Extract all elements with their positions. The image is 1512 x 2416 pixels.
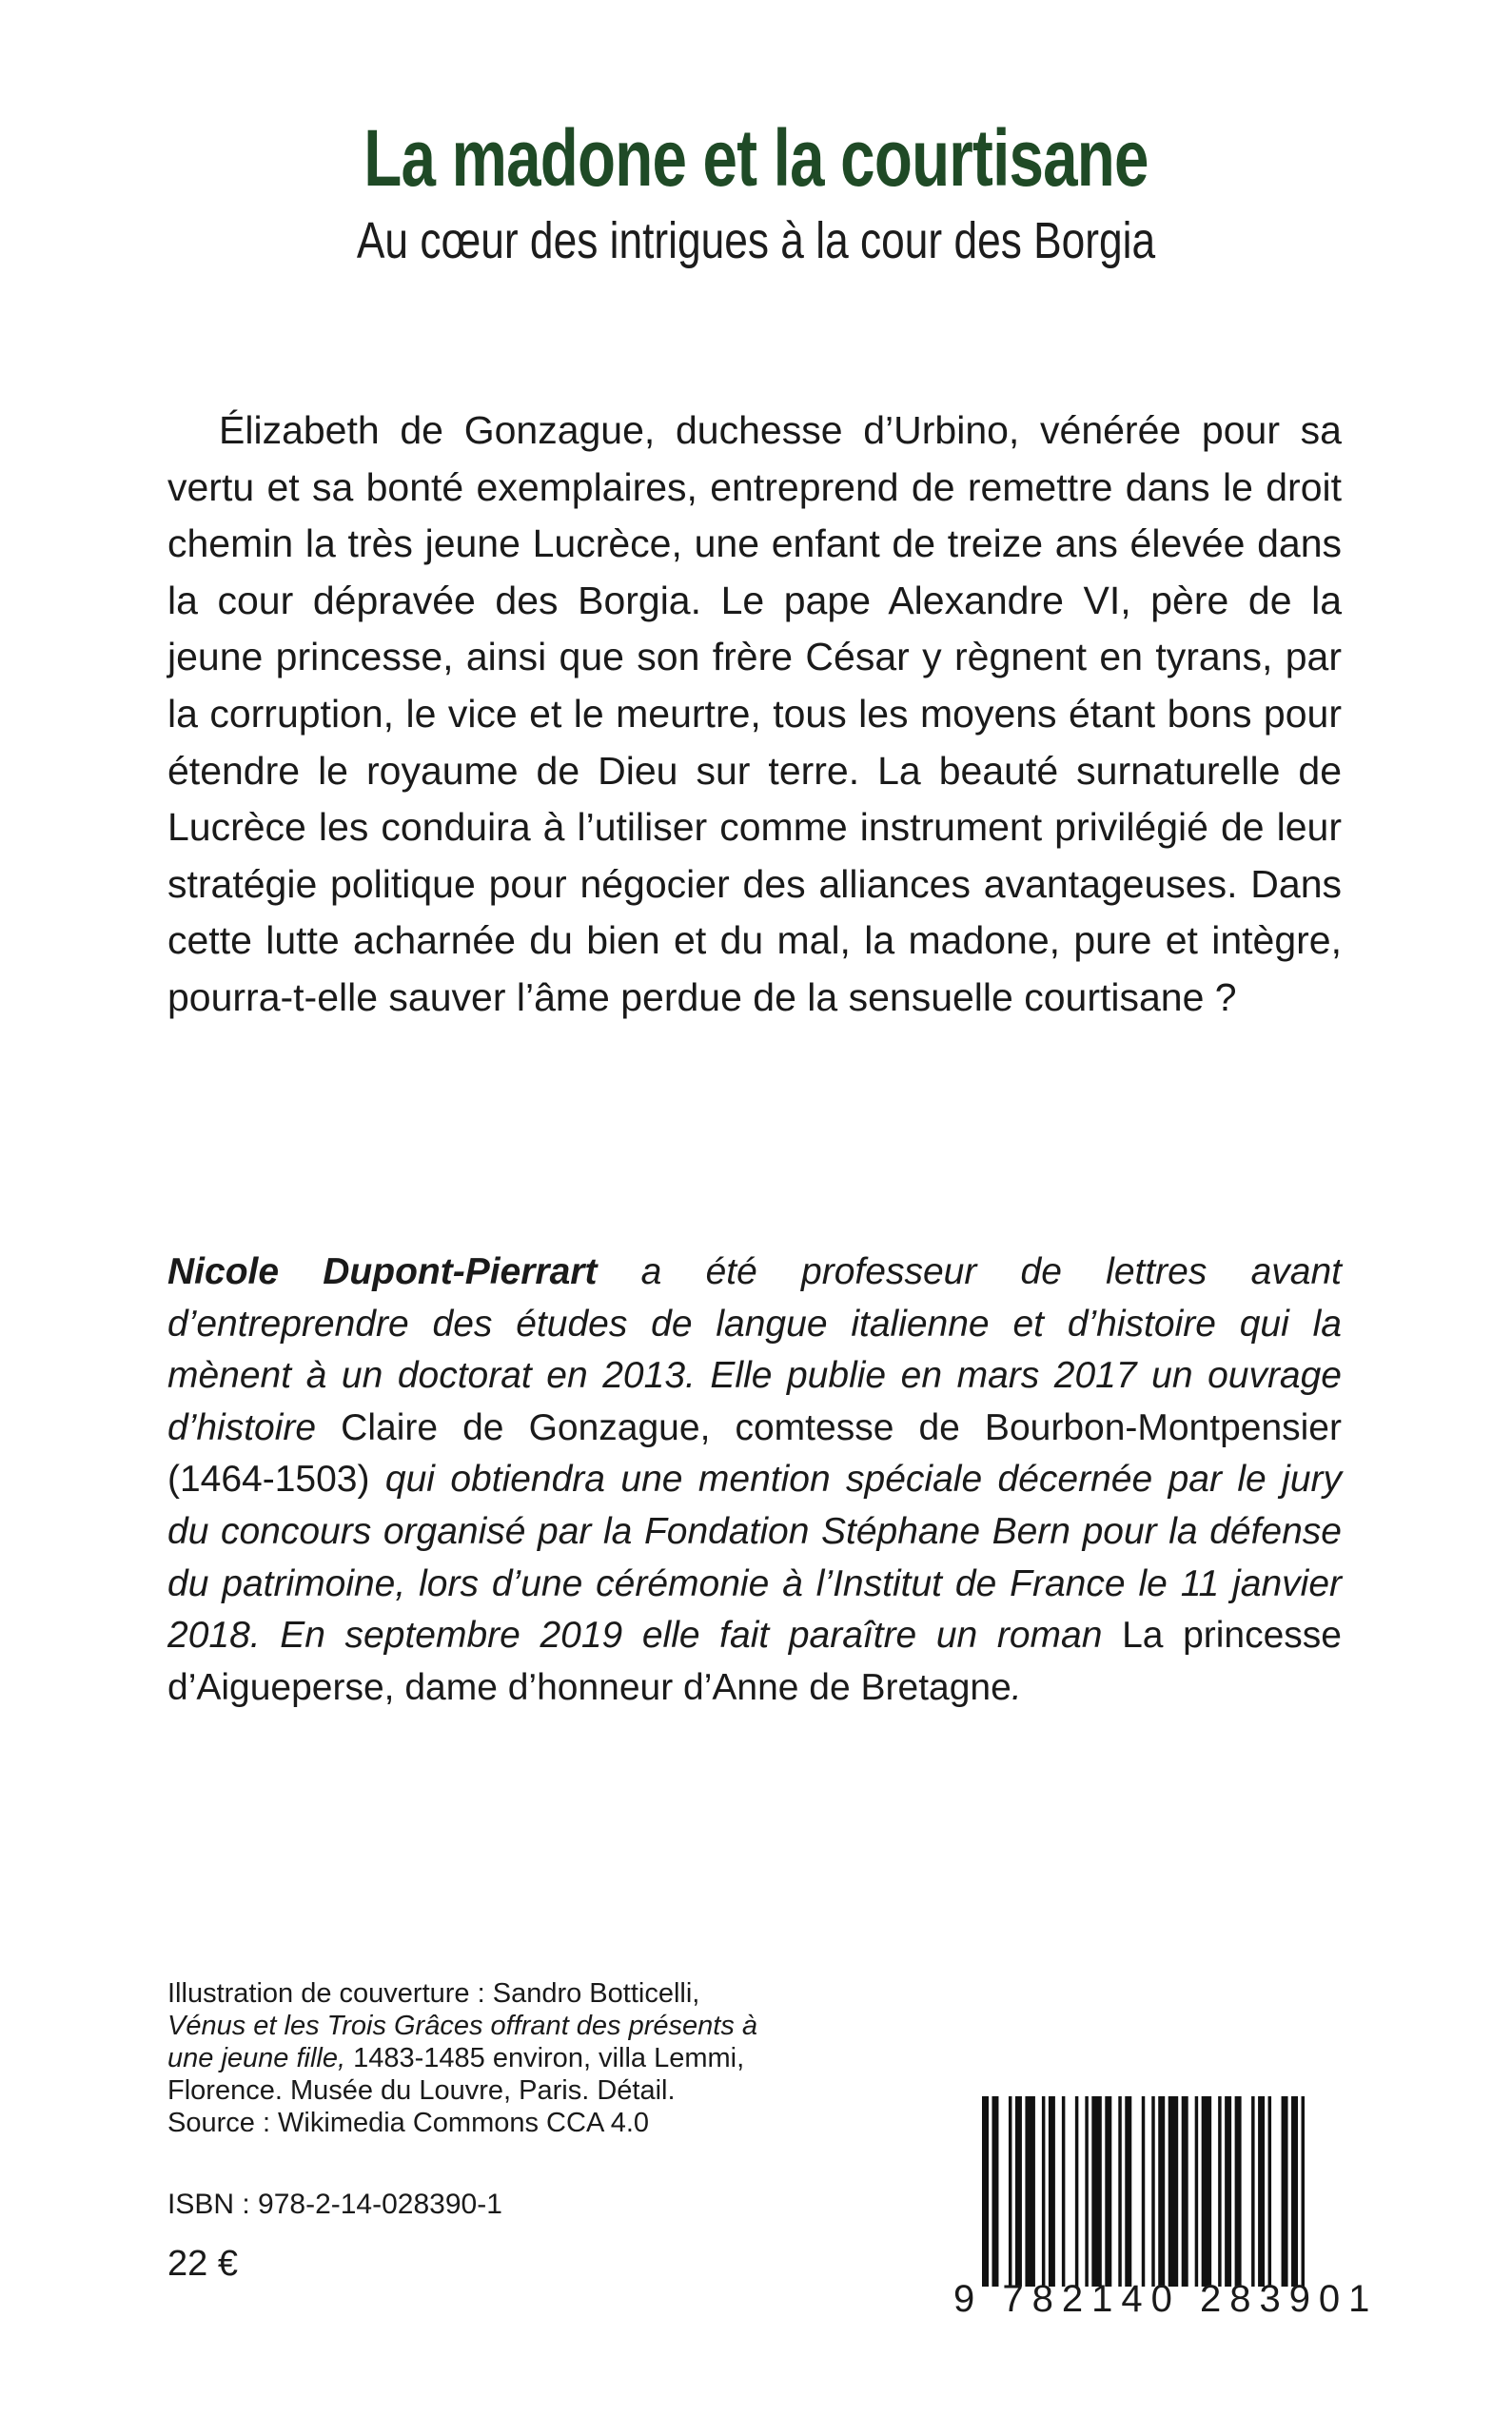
barcode-bar [1151,2096,1154,2287]
isbn: ISBN : 978-2-14-028390-1 [167,2189,502,2220]
barcode-bar [1025,2096,1034,2287]
barcode-bar [1075,2096,1078,2287]
barcode-bar [1091,2096,1101,2287]
credit-source: Source : Wikimedia Commons CCA 4.0 [167,2108,650,2138]
barcode-bar [1268,2096,1271,2287]
barcode-bar [1225,2096,1231,2287]
book-subtitle: Au cœur des intrigues à la cour des Borgia [356,212,1156,269]
illustration-credit [167,1977,776,2139]
barcode-bar [1009,2096,1011,2287]
barcode-bar [1118,2096,1121,2287]
barcode-bar [1258,2096,1265,2287]
barcode-bar [1195,2096,1198,2287]
summary-paragraph: Élizabeth de Gonzague, duchesse d’Urbino, vénérée pour sa vertu et sa bonté exemplaires, entreprend de remettre dans le droit chemin la très jeune Lucrèce, une enfant de treize ans élevée dans la cour dépravée des Borgia. Le pape Alexandre VI, père de la jeune princesse, ainsi que son frère César y règnent en tyrans, par la corruption, le vice et le meurtre, tous les moyens étant bons pour étendre le royaume de Dieu sur terre. La beauté surnaturelle de Lucrèce les conduira à l’utiliser comme instrument privilégié de leur stratégie politique pour négocier des alliances avantageuses. Dans cette lutte acharnée du bien et du mal, la madone, pure et intègre, pourra-t-elle sauver l’âme perdue de la sensuelle courtisane ? [167,408,1342,1019]
barcode-bar [1142,2096,1145,2287]
barcode-bar [1062,2096,1065,2287]
credit-artwork: Vénus et les Trois Grâces offrant des présents à une jeune fille, [167,2011,758,2073]
barcode-bar [1235,2096,1242,2287]
barcode-bar [1158,2096,1165,2287]
barcode-bar [1125,2096,1131,2287]
barcode-bar [1049,2096,1055,2287]
price: 22 € [167,2244,238,2284]
bio-book-2: La princesse d’Aigueperse, dame d’honneur d’Anne de Bretagne [167,1615,1342,1708]
barcode-bar [1182,2096,1188,2287]
barcode-bar [1291,2096,1298,2287]
barcode-bar [1282,2096,1288,2287]
author-bio [167,1247,1342,1714]
barcode-bar [992,2096,998,2287]
author-name: Nicole Dupont-Pierrart [167,1251,598,1292]
barcode-bar [982,2096,989,2287]
barcode-bar [1085,2096,1088,2287]
credit-line-1: Illustration de couverture : Sandro Botticelli, [167,1978,700,2009]
barcode-bar [1015,2096,1022,2287]
barcode [982,2096,1311,2287]
barcode-bar [1105,2096,1111,2287]
bio-book-1: Claire de Gonzague, comtesse de Bourbon-Montpensier (1464-1503) [167,1406,1342,1501]
barcode-bar [1042,2096,1045,2287]
barcode-bar [1218,2096,1221,2287]
barcode-bar [1302,2096,1305,2287]
barcode-bar [1168,2096,1178,2287]
barcode-bar [1251,2096,1254,2287]
barcode-digits: 9 782140 283901 [953,2278,1379,2320]
book-title: La madone et la courtisane [363,113,1149,203]
bio-text-2: qui obtiendra une mention spéciale décernée par le jury du concours organisé par la Fondation Stéphane Bern pour la défense du patrimoine, lors d’une cérémonie à l’Institut de France le 11 janvier 2018. En septembre 2019 elle fait paraître un roman [167,1459,1342,1657]
bio-end: . [1011,1666,1022,1708]
credit-line-2: 1483-1485 environ, villa Lemmi, Florence. Musée du Louvre, Paris. Détail. [167,2043,745,2106]
barcode-bar [1202,2096,1211,2287]
bio-text-1: a été professeur de lettres avant d’entreprendre des études de langue italienne et d’histoire qui la mènent à un doctorat en 2013. Elle publie en mars 2017 un ouvrage d’histoire [167,1251,1342,1448]
